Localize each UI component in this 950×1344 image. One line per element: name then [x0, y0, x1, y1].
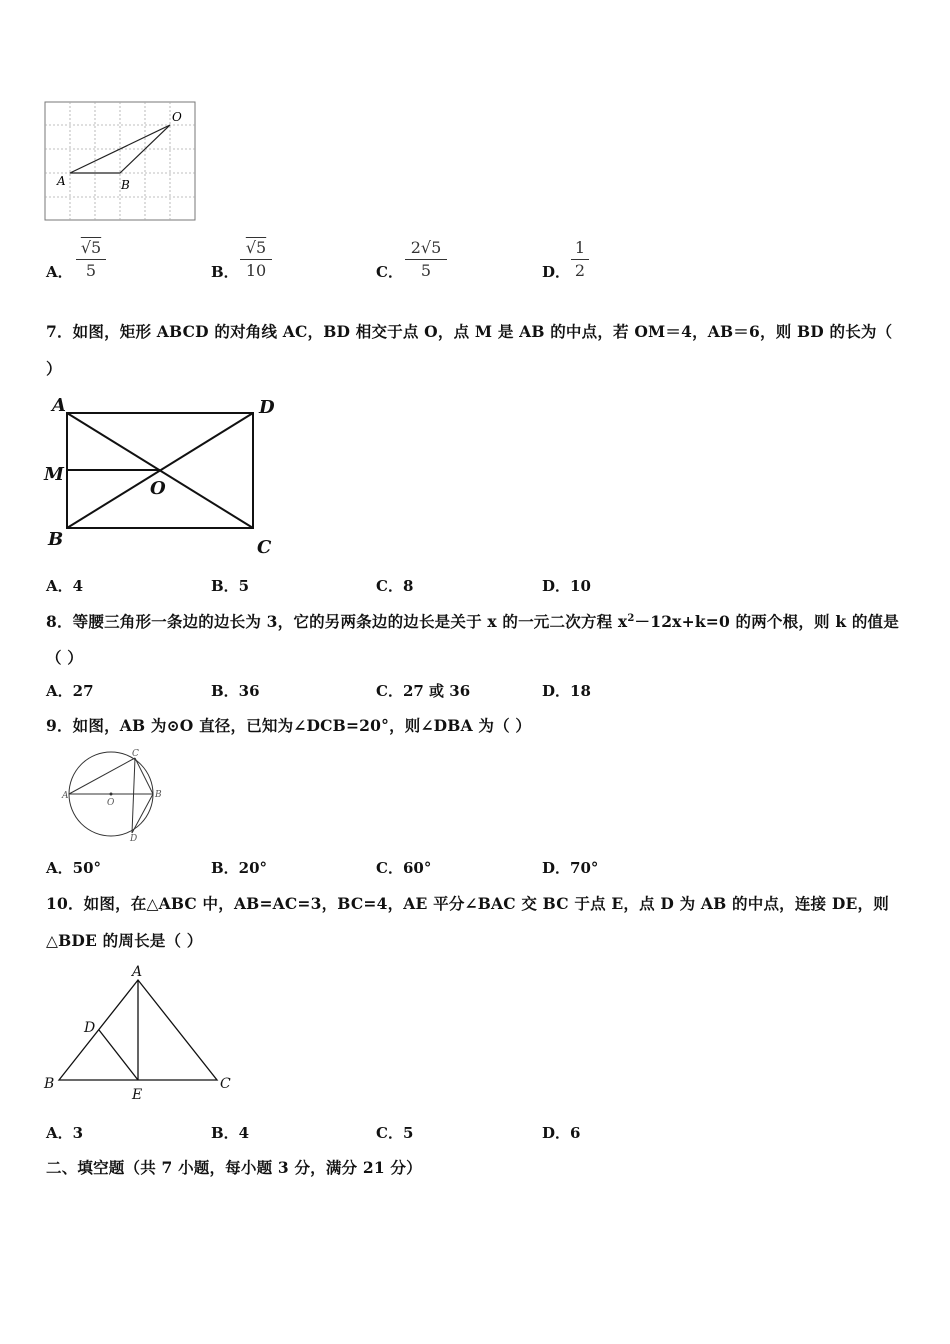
q9-text: 9．如图，AB 为⊙O 直径，已知为∠DCB=20°，则∠DBA 为（ ）	[46, 716, 532, 735]
q9-option-a: A．50°	[46, 859, 102, 877]
q7-option-a: A．4	[46, 577, 84, 595]
q6-label-a: A	[57, 174, 66, 188]
q8-option-b: B．36	[211, 682, 260, 700]
q10-label-a: A	[132, 964, 143, 980]
q10-triangle-figure	[42, 962, 237, 1107]
q6-label-b: B	[121, 178, 130, 192]
q10-label-b: B	[44, 1076, 55, 1092]
q7-text-line1: 7．如图，矩形 ABCD 的对角线 AC，BD 相交于点 O，点 M 是 AB 的中点，若 OM＝4，AB＝6，则 BD 的长为（	[46, 322, 893, 341]
q10-option-d: D．6	[542, 1124, 581, 1142]
q6-label-o: O	[172, 110, 182, 124]
q6-option-c-fraction	[405, 238, 447, 281]
q7-text-line2: ）	[46, 359, 62, 378]
q6-option-b-fraction	[240, 238, 272, 281]
q6-option-b-letter: B．	[211, 263, 239, 281]
q6-option-d-den: 2	[574, 261, 586, 280]
q8-text-part1: 8．等腰三角形一条边的边长为 3，它的另两条边的边长是关于 x 的一元二次方程 x	[46, 612, 628, 631]
q6-option-c-letter: C．	[376, 263, 403, 281]
q9-option-b: B．20°	[211, 859, 268, 877]
q10-text-line1: 10．如图，在△ABC 中，AB=AC=3，BC=4，AE 平分∠BAC 交 BC 于点 E，点 D 为 AB 的中点，连接 DE，则	[46, 894, 889, 913]
q10-option-b: B．4	[211, 1124, 250, 1142]
q6-option-a-letter: A．	[46, 263, 73, 281]
q8-text-line2: （ ）	[46, 648, 83, 667]
q6-option-c-num: 2√5	[410, 238, 442, 257]
q7-label-c: C	[257, 537, 272, 558]
q8-text-part2: －12x+k=0 的两个根，则 k 的值是	[634, 612, 899, 631]
q9-circle-figure	[60, 747, 170, 842]
q10-label-d: D	[84, 1020, 96, 1036]
q7-option-b: B．5	[211, 577, 250, 595]
q9-label-d: D	[130, 834, 138, 842]
q10-label-e: E	[132, 1087, 143, 1103]
q7-option-c: C．8	[376, 577, 414, 595]
q6-option-b-den: 10	[245, 261, 267, 280]
section2-heading: 二、填空题（共 7 小题，每小题 3 分，满分 21 分）	[46, 1158, 422, 1177]
q7-rectangle-figure	[40, 393, 285, 558]
q8-option-c: C．27 或 36	[376, 682, 471, 700]
q7-option-d: D．10	[542, 577, 591, 595]
q9-label-o: O	[107, 798, 115, 808]
q7-label-d: D	[259, 397, 275, 418]
q6-option-b-num: √5	[245, 238, 267, 257]
q6-option-a-den: 5	[85, 261, 97, 280]
q8-exponent: 2	[627, 612, 635, 624]
q7-label-a: A	[52, 395, 66, 416]
q8-text-line1	[46, 610, 899, 632]
q7-label-m: M	[44, 464, 64, 485]
q10-option-c: C．5	[376, 1124, 414, 1142]
q9-label-a: A	[62, 791, 69, 801]
q6-option-d-letter: D．	[542, 263, 571, 281]
q9-option-d: D．70°	[542, 859, 599, 877]
q6-option-a-fraction	[76, 238, 106, 281]
q8-option-d: D．18	[542, 682, 591, 700]
q6-option-d-num: 1	[574, 238, 586, 257]
q6-option-d-fraction	[571, 238, 589, 281]
q10-label-c: C	[220, 1076, 231, 1092]
q6-option-a-num: √5	[80, 238, 102, 257]
q9-label-b: B	[155, 790, 162, 800]
q10-option-a: A．3	[46, 1124, 84, 1142]
q6-grid-figure	[44, 101, 196, 221]
q10-text-line2: △BDE 的周长是（ ）	[46, 931, 203, 950]
q9-label-c: C	[132, 749, 139, 759]
q7-label-b: B	[48, 529, 64, 550]
q6-option-c-den: 5	[420, 261, 432, 280]
q9-option-c: C．60°	[376, 859, 432, 877]
q8-option-a: A．27	[46, 682, 94, 700]
q7-label-o: O	[150, 478, 166, 499]
